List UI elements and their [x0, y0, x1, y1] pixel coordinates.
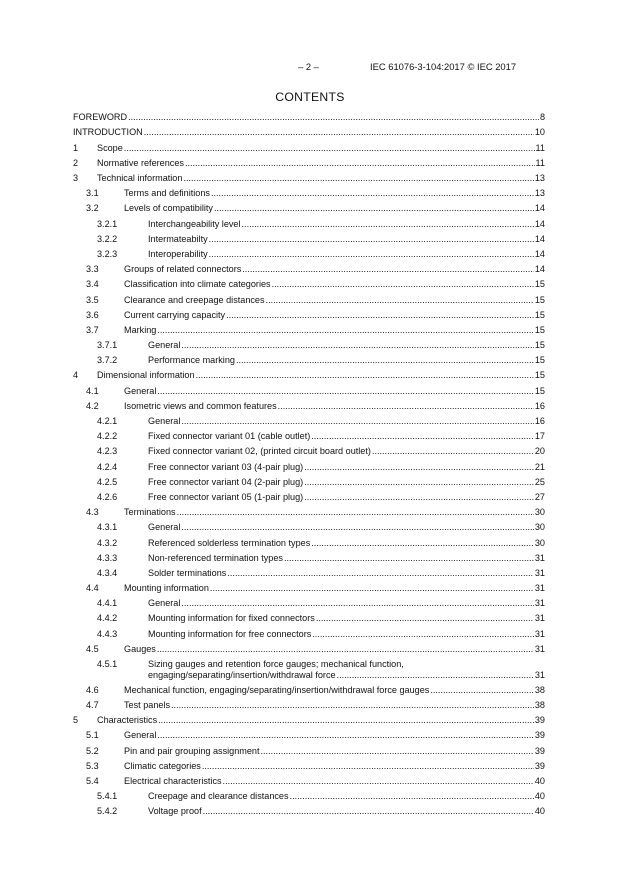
toc-leader-dots [210, 583, 534, 594]
toc-entry-number: 3.1 [86, 188, 99, 199]
toc-entry-title: Groups of related connectors [124, 264, 242, 275]
toc-entry-number: 5.3 [86, 760, 99, 771]
toc-entry-title: Free connector variant 05 (1-pair plug) [148, 491, 304, 502]
toc-leader-dots [185, 158, 535, 169]
toc-entry-number: 3.7 [86, 324, 99, 335]
toc-entry-page: 38 [534, 700, 545, 711]
toc-leader-dots [304, 492, 534, 503]
toc-entry-title: Mounting information for free connectors [148, 628, 312, 639]
toc-entry-number: 3.6 [86, 309, 99, 320]
toc-leader-dots [171, 700, 534, 711]
toc-entry[interactable] [73, 774, 545, 789]
toc-entry-title: Levels of compatibility [124, 203, 213, 214]
toc-leader-dots [196, 370, 534, 381]
toc-entry[interactable] [73, 505, 545, 520]
toc-entry-number: 3.3 [86, 264, 99, 275]
toc-leader-dots [157, 325, 534, 336]
toc-entry-page: 15 [534, 324, 545, 335]
toc-entry-number: 4.7 [86, 700, 99, 711]
toc-entry-number: 4.2.1 [97, 416, 118, 427]
toc-entry-number: 4.3 [86, 507, 99, 518]
toc-entry-title: Voltage proof [148, 806, 202, 817]
toc-entry-title: Mounting information [124, 583, 209, 594]
toc-entry-page: 14 [534, 248, 545, 259]
toc-entry-number: 5.4.2 [97, 806, 118, 817]
toc-entry[interactable] [73, 611, 545, 626]
toc-entry-title: Isometric views and common features [124, 400, 277, 411]
toc-entry-title: Electrical characteristics [124, 775, 222, 786]
toc-entry-number: 4.1 [86, 385, 99, 396]
toc-leader-dots [214, 203, 534, 214]
toc-entry-page: 31 [534, 552, 545, 563]
toc-leader-dots [242, 219, 534, 230]
toc-entry[interactable] [73, 277, 545, 292]
toc-entry-page: 31 [534, 643, 545, 654]
toc-entry-number: 4.3.2 [97, 537, 118, 548]
toc-entry-page: 11 [535, 157, 545, 168]
toc-entry[interactable] [73, 535, 545, 550]
toc-entry-title: Clearance and creepage distances [124, 294, 265, 305]
toc-entry-number: 4.2 [86, 400, 99, 411]
toc-entry[interactable] [73, 758, 545, 773]
toc-entry-page: 15 [534, 294, 545, 305]
toc-entry-page: 39 [534, 745, 545, 756]
toc-entry-number: 4.2.6 [97, 491, 118, 502]
toc-entry[interactable] [73, 698, 545, 713]
toc-entry-page: 30 [534, 522, 545, 533]
toc-leader-dots [211, 188, 534, 199]
toc-entry-number: 3.4 [86, 279, 99, 290]
toc-entry-title: Terms and definitions [124, 188, 210, 199]
standard-reference: IEC 61076-3-104:2017 © IEC 2017 [370, 61, 517, 72]
toc-entry[interactable] [73, 475, 545, 490]
toc-entry-page: 15 [534, 279, 545, 290]
toc-entry-page: 13 [534, 173, 545, 184]
toc-leader-dots [260, 746, 533, 757]
toc-entry-page: 31 [534, 669, 545, 680]
toc-leader-dots [183, 173, 533, 184]
toc-leader-dots [304, 462, 534, 473]
toc-entry[interactable] [73, 789, 545, 804]
toc-entry-title: Normative references [97, 157, 184, 168]
toc-entry-title: Interchangeability level [148, 218, 241, 229]
toc-entry-page: 40 [534, 791, 545, 802]
toc-leader-dots [311, 431, 534, 442]
toc-entry-number: 4.4.3 [97, 628, 118, 639]
page-title: CONTENTS [275, 90, 345, 104]
toc-entry-page: 16 [534, 416, 545, 427]
toc-entry-title: Performance marking [148, 355, 235, 366]
toc-entry-number: 5.2 [86, 745, 99, 756]
toc-entry-title: FOREWORD [73, 112, 128, 123]
toc-entry-number: 3.2.2 [97, 233, 118, 244]
toc-entry[interactable] [73, 626, 545, 641]
toc-leader-dots [157, 386, 534, 397]
toc-entry-title: INTRODUCTION [73, 127, 143, 138]
toc-leader-dots [304, 477, 534, 488]
toc-entry-page: 39 [534, 715, 545, 726]
toc-entry[interactable] [73, 657, 545, 683]
toc-entry[interactable] [73, 566, 545, 581]
toc-entry[interactable] [73, 292, 545, 307]
toc-leader-dots [181, 598, 534, 609]
toc-entry-title: General [124, 385, 157, 396]
toc-entry-page: 13 [534, 188, 545, 199]
toc-entry-number: 4.4.1 [97, 598, 118, 609]
toc-entry[interactable] [73, 186, 545, 201]
toc-leader-dots [177, 507, 534, 518]
toc-leader-dots [144, 127, 534, 138]
toc-entry-title: Free connector variant 03 (4-pair plug) [148, 461, 304, 472]
toc-entry[interactable] [73, 743, 545, 758]
toc-entry-page: 11 [535, 142, 545, 153]
toc-entry-page: 30 [534, 537, 545, 548]
toc-entry[interactable] [73, 429, 545, 444]
toc-entry-number: 4.2.5 [97, 476, 118, 487]
toc-entry-page: 8 [539, 112, 545, 123]
toc-entry[interactable] [73, 262, 545, 277]
toc-entry-number: 1 [73, 142, 79, 153]
toc-entry-page: 40 [534, 806, 545, 817]
toc-entry-title: Creepage and clearance distances [148, 791, 289, 802]
toc-entry-title: Scope [97, 142, 123, 153]
toc-entry-number: 4 [73, 370, 79, 381]
toc-leader-dots [203, 806, 534, 817]
toc-leader-dots [266, 295, 534, 306]
toc-entry-number: 4.6 [86, 684, 99, 695]
toc-entry-page: 25 [534, 476, 545, 487]
toc-entry-number: 4.2.3 [97, 446, 118, 457]
toc-entry-number: 5.4 [86, 775, 99, 786]
page-number: – 2 – [298, 61, 319, 72]
toc-entry[interactable] [73, 804, 545, 819]
toc-leader-dots [272, 279, 534, 290]
toc-entry[interactable] [73, 459, 545, 474]
toc-entry[interactable] [73, 247, 545, 262]
toc-leader-dots [227, 568, 534, 579]
toc-entry[interactable] [73, 201, 545, 216]
toc-entry-title: Interoperability [148, 248, 208, 259]
toc-entry-title: Mechanical function, engaging/separating/insertion/withdrawal force gauges [124, 684, 430, 695]
toc-entry-number: 5.1 [86, 730, 99, 741]
toc-entry-title: General [148, 416, 181, 427]
toc-entry-number: 3.2 [86, 203, 99, 214]
toc-entry-title-line: Sizing gauges and retention force gauges; mechanical function, [148, 659, 404, 670]
toc-leader-dots [209, 249, 534, 260]
toc-entry-page: 31 [534, 598, 545, 609]
toc-entry-page: 15 [534, 340, 545, 351]
table-of-contents [73, 110, 545, 819]
toc-entry[interactable] [73, 414, 545, 429]
toc-entry-number: 4.3.3 [97, 552, 118, 563]
toc-entry-number: 2 [73, 157, 79, 168]
toc-entry-number: 3.7.2 [97, 355, 118, 366]
toc-entry-page: 14 [534, 264, 545, 275]
toc-entry[interactable] [73, 125, 545, 140]
toc-entry-number: 4.4 [86, 583, 99, 594]
toc-leader-dots [181, 522, 534, 533]
toc-leader-dots [128, 112, 539, 123]
toc-entry-title: General [148, 340, 181, 351]
toc-entry[interactable] [73, 338, 545, 353]
toc-entry-title: General [124, 730, 157, 741]
toc-entry[interactable] [73, 642, 545, 657]
toc-entry[interactable] [73, 156, 545, 171]
toc-entry[interactable] [73, 353, 545, 368]
toc-entry-title: Test panels [124, 700, 171, 711]
toc-entry-title: General [148, 598, 181, 609]
toc-leader-dots [316, 613, 534, 624]
toc-entry-title: Referenced solderless termination types [148, 537, 311, 548]
toc-entry-number: 4.2.4 [97, 461, 118, 472]
toc-entry-page: 27 [534, 491, 545, 502]
toc-leader-dots [209, 234, 534, 245]
toc-entry-page: 20 [534, 446, 545, 457]
toc-entry-page: 15 [534, 385, 545, 396]
toc-leader-dots [223, 776, 534, 787]
toc-entry-number: 3 [73, 173, 79, 184]
toc-entry-page: 14 [534, 233, 545, 244]
toc-leader-dots [242, 264, 534, 275]
toc-leader-dots [181, 340, 534, 351]
toc-entry[interactable] [73, 581, 545, 596]
toc-entry[interactable] [73, 596, 545, 611]
toc-leader-dots [226, 310, 534, 321]
toc-entry-title: Classification into climate categories [124, 279, 271, 290]
toc-entry[interactable] [73, 728, 545, 743]
toc-entry[interactable] [73, 171, 545, 186]
toc-entry[interactable] [73, 550, 545, 565]
toc-entry[interactable] [73, 140, 545, 155]
toc-leader-dots [311, 538, 534, 549]
toc-entry-page: 30 [534, 507, 545, 518]
toc-leader-dots [158, 715, 534, 726]
toc-leader-dots [284, 553, 534, 564]
toc-entry-title: Current carrying capacity [124, 309, 226, 320]
toc-leader-dots [124, 143, 535, 154]
toc-entry[interactable] [73, 520, 545, 535]
toc-entry-title: Marking [124, 324, 157, 335]
toc-entry-number: 5.4.1 [97, 791, 118, 802]
toc-leader-dots [372, 446, 534, 457]
toc-entry-number: 4.5 [86, 643, 99, 654]
toc-entry-page: 15 [534, 370, 545, 381]
toc-entry-title: Solder terminations [148, 567, 227, 578]
toc-leader-dots [278, 401, 534, 412]
toc-entry-number: 5 [73, 715, 79, 726]
toc-entry-page: 15 [534, 355, 545, 366]
toc-leader-dots [157, 644, 534, 655]
toc-entry-number: 4.2.2 [97, 431, 118, 442]
toc-entry-title: Technical information [97, 173, 183, 184]
toc-entry-number: 3.5 [86, 294, 99, 305]
toc-entry[interactable] [73, 713, 545, 728]
toc-entry-title: Dimensional information [97, 370, 195, 381]
toc-entry-page: 14 [534, 218, 545, 229]
toc-entry[interactable] [73, 110, 545, 125]
toc-entry-page: 15 [534, 309, 545, 320]
toc-entry-number: 3.2.1 [97, 218, 118, 229]
toc-entry[interactable] [73, 490, 545, 505]
toc-entry-page: 40 [534, 775, 545, 786]
toc-entry-title: Fixed connector variant 02, (printed circuit board outlet) [148, 446, 371, 457]
toc-entry-number: 4.4.2 [97, 613, 118, 624]
toc-entry-page: 39 [534, 760, 545, 771]
toc-entry-title: Mounting information for fixed connectors [148, 613, 315, 624]
toc-entry[interactable] [73, 368, 545, 383]
toc-leader-dots [290, 791, 534, 802]
toc-entry-title: Non-referenced termination types [148, 552, 283, 563]
toc-leader-dots [337, 670, 534, 681]
toc-entry-page: 38 [534, 684, 545, 695]
toc-entry-number: 3.2.3 [97, 248, 118, 259]
toc-entry-title: Climatic categories [124, 760, 201, 771]
toc-entry[interactable] [73, 683, 545, 698]
toc-entry-title: engaging/separating/insertion/withdrawal force [148, 669, 336, 680]
toc-entry[interactable] [73, 307, 545, 322]
toc-entry[interactable] [73, 323, 545, 338]
toc-entry-title: Fixed connector variant 01 (cable outlet) [148, 431, 311, 442]
toc-entry-page: 10 [534, 127, 545, 138]
toc-entry-page: 31 [534, 628, 545, 639]
toc-leader-dots [181, 416, 534, 427]
toc-entry-title: Intermateabilty [148, 233, 208, 244]
toc-leader-dots [312, 629, 534, 640]
toc-entry[interactable] [73, 399, 545, 414]
toc-entry-number: 3.7.1 [97, 340, 118, 351]
toc-entry-page: 31 [534, 567, 545, 578]
toc-entry-page: 17 [534, 431, 545, 442]
toc-leader-dots [157, 730, 534, 741]
toc-entry-page: 39 [534, 730, 545, 741]
toc-entry-number: 4.5.1 [97, 659, 118, 670]
toc-entry-title: Pin and pair grouping assignment [124, 745, 260, 756]
toc-leader-dots [236, 355, 534, 366]
toc-entry[interactable] [73, 216, 545, 231]
toc-entry-number: 4.3.1 [97, 522, 118, 533]
toc-entry-title: Characteristics [97, 715, 158, 726]
toc-entry-title: General [148, 522, 181, 533]
toc-entry-title: Free connector variant 04 (2-pair plug) [148, 476, 304, 487]
toc-entry[interactable] [73, 232, 545, 247]
toc-leader-dots [430, 685, 534, 696]
toc-entry[interactable] [73, 383, 545, 398]
toc-entry-page: 14 [534, 203, 545, 214]
toc-entry-page: 21 [534, 461, 545, 472]
toc-entry-number: 4.3.4 [97, 567, 118, 578]
toc-entry-page: 31 [534, 613, 545, 624]
toc-entry-page: 31 [534, 583, 545, 594]
toc-entry[interactable] [73, 444, 545, 459]
toc-entry-title: Terminations [124, 507, 176, 518]
toc-entry-title: Gauges [124, 643, 156, 654]
toc-entry-page: 16 [534, 400, 545, 411]
toc-leader-dots [202, 761, 534, 772]
